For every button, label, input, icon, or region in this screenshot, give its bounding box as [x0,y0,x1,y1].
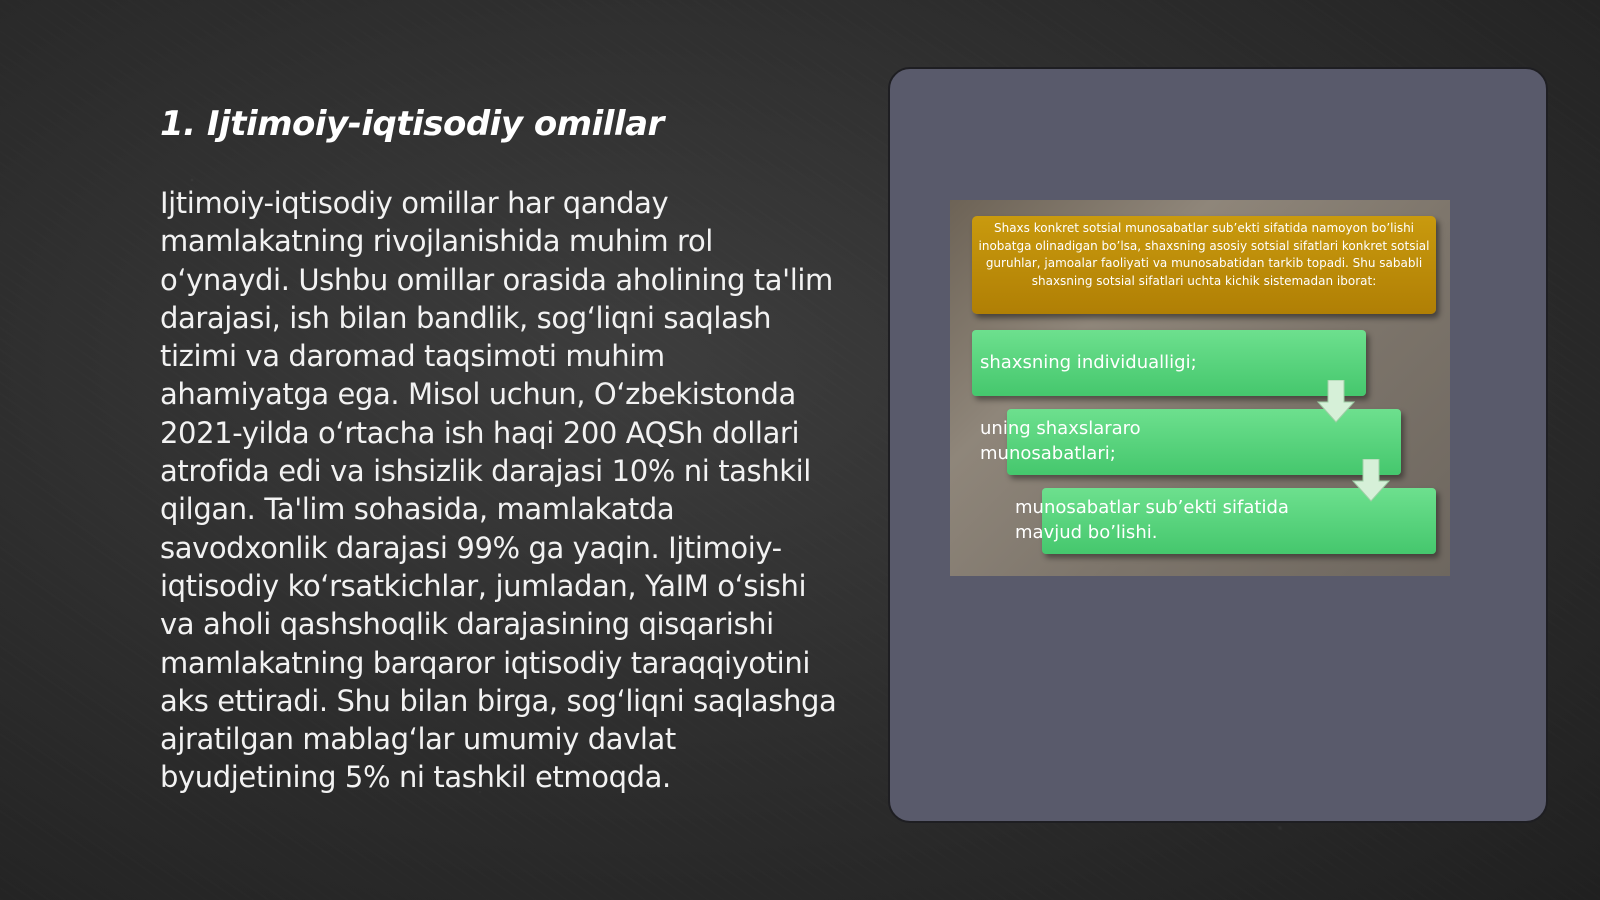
slide-body-text: Ijtimoiy-iqtisodiy omillar har qanday mamlakatning rivojlanishida muhim rol o‘ynaydi. Ushbu omillar orasida aholining ta'lim darajasi, ish bilan bandlik, sog‘liqni saqlash tizimi va daromad taqsimoti muhim ahamiyatga ega. Misol uchun, O‘zbekistonda 2021-yilda o‘rtacha ish haqi 200 AQSh dollari atrofida edi va ishsizlik darajasi 10% ni tashkil qilgan. Ta'lim sohasida, mamlakatda savodxonlik darajasi 99% ga yaqin. Ijtimoiy-iqtisodiy ko‘rsatkichlar, jumladan, YaIM o‘sishi va aholi qashshoqlik darajasining qisqarishi mamlakatning barqaror iqtisodiy taraqqiyotini aks ettiradi. Shu bilan birga, sog‘liqni saqlashga ajratilgan mablag‘lar umumiy davlat byudjetining 5% ni tashkil etmoqda. [160,186,837,795]
down-arrow-icon [1351,459,1391,503]
diagram-header-box: Shaxs konkret sotsial munosabatlar sub’ekti sifatida namoyon bo’lishi inobatga olinadigan bo’lsa, shaxsning asosiy sotsial sifatlari konkret sotsial guruhlar, jamoalar faoliyati va munosabatidan tarkib topadi. Shu sababli shaxsning sotsial sifatlari uchta kichik sistemadan iborat: [972,216,1436,314]
down-arrow-icon [1316,380,1356,424]
diagram-image [950,200,1450,576]
diagram-step-3-text: munosabatlar sub’ekti sifatida mavjud bo’lishi. [1015,497,1289,543]
diagram-step-1-text: shaxsning individualligi; [980,352,1197,373]
diagram-step-2-text: uning shaxslararo munosabatlari; [980,418,1141,464]
slide-title: 1. Ijtimoiy-iqtisodiy omillar [160,104,664,144]
